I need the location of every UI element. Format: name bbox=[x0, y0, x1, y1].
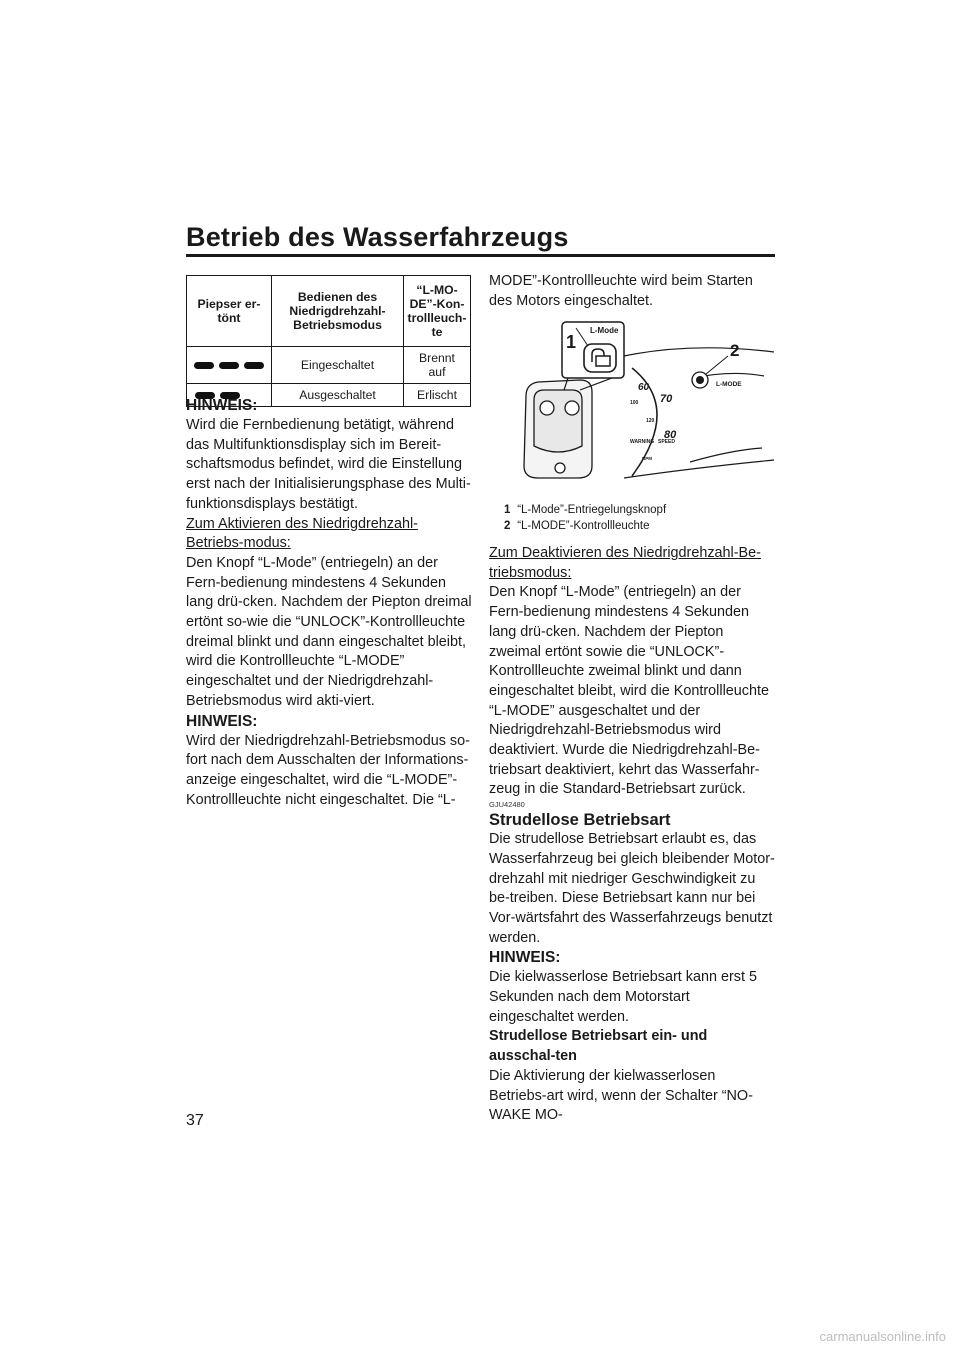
section-text: Die strudellose Betriebsart erlaubt es, das Wasserfahrzeug bei gleich bleibender Motor-drehzahl mit niedriger Geschwindigkeit zu be-treiben. Diese Betriebsart kann nur bei Vor-wärtsfahrt des Wasserfahrzeugs benutzt werden. bbox=[489, 831, 775, 946]
callout-2: 2 bbox=[730, 341, 740, 360]
section-code: GJU42480 bbox=[489, 800, 525, 810]
caption-item bbox=[504, 518, 666, 534]
header-beeps: Piepser er-tönt bbox=[187, 276, 272, 347]
deactivate-text: Den Knopf “L-Mode” (entriegeln) an der Fern-bedienung mindestens 4 Sekunden lang drü-cken. Nachdem der Piepton zweimal ertönt sowie die “UNLOCK”-Kontrollleuchte zweimal blinkt und dann eingeschaltet bleibt, wird die Kontrollleuchte “L-MODE” ausgeschaltet und der Niedrigdrehzahl-Betriebsmodus wird deaktiviert. Wurde die Niedrigdrehzahl-Be-triebsart deaktiviert, kehrt das Wasserfahr-zeug in die Standard-Betriebsart zurück. bbox=[489, 584, 769, 798]
deactivate-heading: Zum Deaktivieren des Niedrigdrehzahl-Be-triebsmodus: bbox=[489, 545, 761, 581]
gauge-label: RPM bbox=[642, 456, 652, 461]
title-rule bbox=[186, 254, 775, 257]
page-title: Betrieb des Wasserfahrzeugs bbox=[186, 222, 569, 252]
note-heading: HINWEIS: bbox=[489, 949, 561, 967]
caption-text: “L-MODE”-Kontrollleuchte bbox=[517, 520, 650, 532]
header-mode: Bedienen des Niedrigdrehzahl-Betriebsmodus bbox=[272, 276, 404, 347]
beep-table bbox=[186, 275, 471, 407]
remote-control-icon bbox=[524, 380, 592, 478]
beep-dashes bbox=[194, 362, 264, 369]
note-heading: HINWEIS: bbox=[186, 712, 258, 730]
caption-number: 1 bbox=[504, 504, 511, 516]
note-text: Wird die Fernbedienung betätigt, während das Multifunktionsdisplay sich im Bereit-schaftsmodus befindet, wird die Einstellung erst nach der Initialisierungsphase des Multi-funktionsdisplays bestätigt. bbox=[186, 417, 471, 512]
caption-item bbox=[504, 502, 666, 518]
mode-cell: Eingeschaltet bbox=[272, 347, 404, 384]
gauge-label: SPEED bbox=[658, 439, 675, 445]
gauge-label: 80 bbox=[664, 429, 677, 441]
gauge-label: 100 bbox=[630, 400, 639, 406]
beep-pattern-three bbox=[187, 347, 272, 384]
note-heading: HINWEIS: bbox=[186, 397, 258, 414]
gauge-label: 70 bbox=[660, 393, 673, 405]
unlock-button-icon bbox=[584, 344, 616, 372]
gauge-label: 60 bbox=[638, 382, 650, 393]
gauge-label: 120 bbox=[646, 418, 655, 424]
activate-text: Den Knopf “L-Mode” (entriegeln) an der Fern-bedienung mindestens 4 Sekunden lang drü-cken. Nachdem der Piepton dreimal ertönt so-wie die “UNLOCK”-Kontrollleuchte dreimal blinkt und dann eingeschaltet bleibt, wird die Kontrollleuchte “L-MODE” eingeschaltet und der Niedrigdrehzahl-Betriebsmodus wird akti-viert. bbox=[186, 554, 472, 709]
lamp-cell: Erlischt bbox=[404, 384, 471, 407]
sub-text: Die Aktivierung der kielwasserlosen Betriebs-art wird, wenn der Schalter “NO-WAKE MO- bbox=[489, 1067, 753, 1124]
section-heading: Strudellose Betriebsart bbox=[489, 811, 671, 830]
caption-number: 2 bbox=[504, 520, 511, 532]
table-row bbox=[187, 347, 471, 384]
lamp-icon bbox=[696, 376, 704, 384]
note-text: Die kielwasserlose Betriebsart kann erst 5 Sekunden nach dem Motorstart eingeschaltet werden. bbox=[489, 969, 757, 1025]
caption-text: “L-Mode”-Entriegelungsknopf bbox=[517, 504, 667, 516]
callout-1: 1 bbox=[566, 332, 577, 352]
activate-heading: Zum Aktivieren des Niedrigdrehzahl-Betriebs-modus: bbox=[186, 515, 418, 552]
mode-cell: Ausgeschaltet bbox=[272, 384, 404, 407]
note-text: Wird der Niedrigdrehzahl-Betriebsmodus so-fort nach dem Ausschalten der Informations-anzeige eingeschaltet, wird die “L-MODE”-Kontrollleuchte nicht eingeschaltet. Die “L- bbox=[186, 732, 470, 808]
lmode-button-zoom bbox=[562, 322, 624, 378]
lamp-cell: Brennt auf bbox=[404, 347, 471, 384]
continuation-text: MODE”-Kontrollleuchte wird beim Starten des Motors eingeschaltet. bbox=[489, 273, 753, 309]
figure-captions bbox=[504, 502, 666, 534]
left-column bbox=[186, 396, 472, 810]
sub-heading: Strudellose Betriebsart ein- und ausschal-ten bbox=[489, 1028, 708, 1065]
page-number: 37 bbox=[186, 1112, 204, 1129]
beep-dash-icon bbox=[244, 362, 264, 369]
table-header-row bbox=[187, 276, 471, 347]
header-lamp: “L-MO-DE”-Kon-trollleuch-te bbox=[404, 276, 471, 347]
right-column-top bbox=[489, 272, 775, 311]
footer-url: carmanualsonline.info bbox=[819, 1329, 946, 1344]
lamp-label: L-MODE bbox=[716, 381, 742, 388]
beep-dash-icon bbox=[194, 362, 214, 369]
lmode-figure bbox=[512, 318, 774, 486]
right-column-body bbox=[489, 544, 775, 1126]
button-label: L-Mode bbox=[590, 326, 619, 335]
gauge-label: WARNING bbox=[630, 439, 655, 445]
beep-dash-icon bbox=[219, 362, 239, 369]
